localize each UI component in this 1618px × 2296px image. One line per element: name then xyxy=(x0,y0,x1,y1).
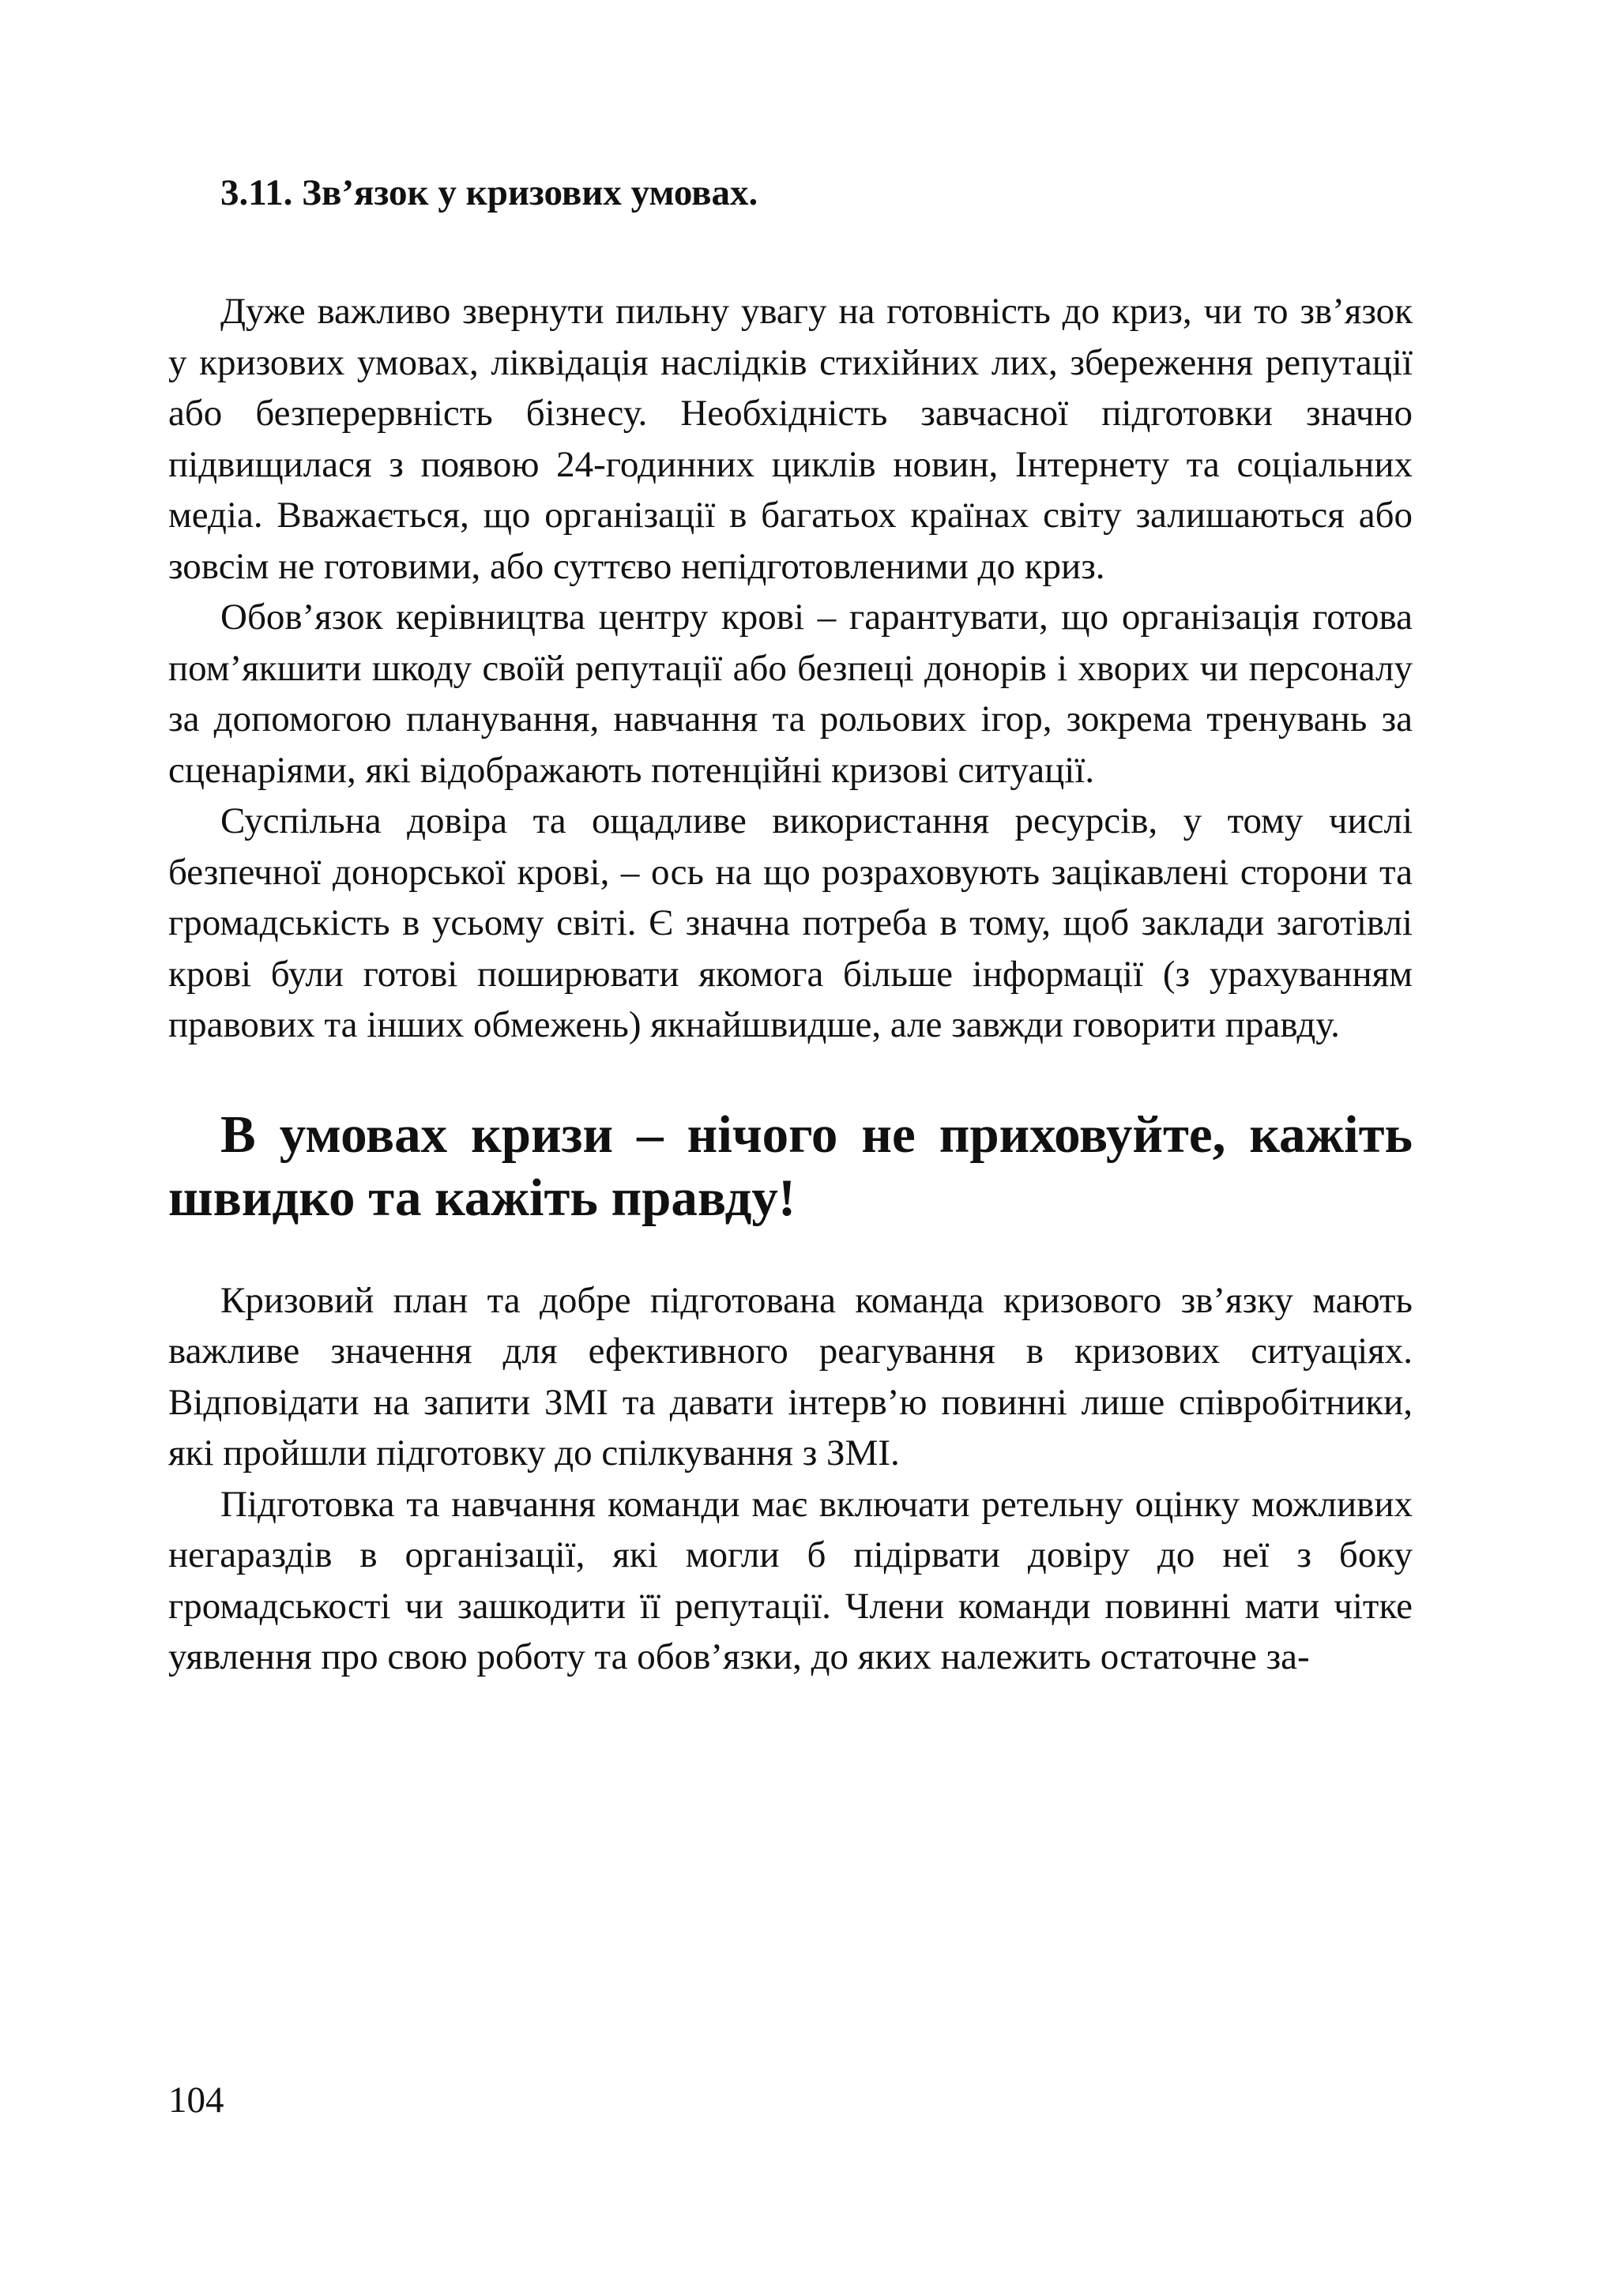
paragraph: Кризовий план та добре підготована команда кризового зв’язку мають важливе значення для ефективного реагування в кризових ситуаціях. Відповідати на запити ЗМІ та давати інтерв’ю повинні лише співробітники, які пройшли підготовку до спілкування з ЗМІ. xyxy=(168,1279,1413,1474)
page-number: 104 xyxy=(168,2080,224,2121)
paragraph: Обов’язок керівництва центру крові – гарантувати, що організація готова пом’якшити шкоду своїй репутації або безпеці донорів і хворих чи персоналу за допомогою планування, навчання та рольових ігор, зокрема тренувань за сценаріями, які відображають потенційні кризові ситуації. xyxy=(168,597,1413,791)
section-heading: 3.11. Зв’язок у кризових умовах. xyxy=(220,172,758,213)
page-content xyxy=(168,167,1413,1683)
paragraph: Дуже важливо звернути пильну увагу на готовність до криз, чи то зв’язок у кризових умовах, ліквідація наслідків стихійних лих, збереження репутації або безперервність бізнесу. Необхідність завчасної підготовки значно підвищилася з появою 24-годинних циклів новин, Інтернету та соціальних медіа. Вважається, що організації в багатьох країнах світу залишаються або зовсім не готовими, або суттєво непідготовленими до криз. xyxy=(168,291,1413,587)
paragraph: Суспільна довіра та ощадливе використання ресурсів, у тому числі безпечної донорської крові, – ось на що розраховують зацікавлені сторони та громадськість в усьому світі. Є значна потреба в тому, щоб заклади заготівлі крові були готові поширювати якомога більше інформації (з урахуванням правових та інших обмежень) якнайшвидше, але завжди говорити правду. xyxy=(168,800,1413,1045)
paragraph: Підготовка та навчання команди має включати ретельну оцінку можливих негараздів в організації, які могли б підірвати довіру до неї з боку громадськості чи зашкодити її репутації. Члени команди повинні мати чітке уявлення про свою роботу та обов’язки, до яких належить остаточне за- xyxy=(168,1483,1413,1677)
callout-heading: В умовах кризи – нічого не приховуйте, кажіть швидко та кажіть правду! xyxy=(168,1105,1413,1227)
